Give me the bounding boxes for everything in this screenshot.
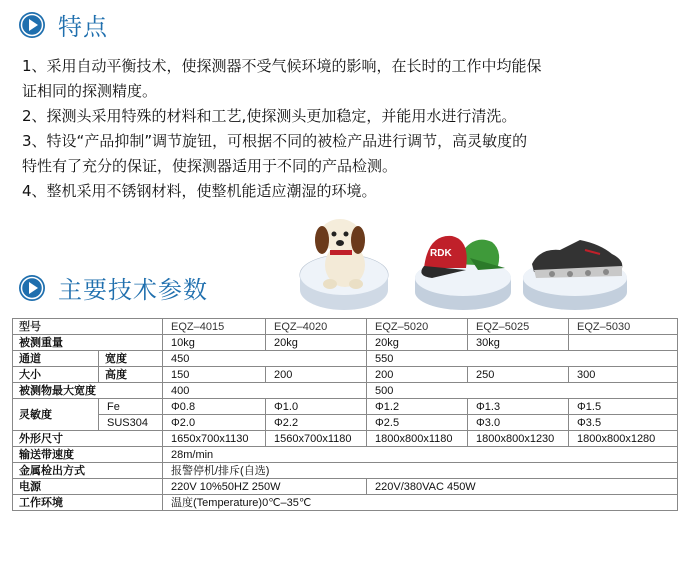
table-cell bbox=[569, 335, 678, 351]
feature-item: 1、采用自动平衡技术，使探测器不受气候环境的影响，在长时的工作中均能保 证相同的探测精度。 bbox=[22, 57, 542, 100]
features-heading bbox=[18, 7, 108, 42]
row-sublabel: 高度 bbox=[99, 367, 163, 383]
table-cell: 220V/380VAC 450W bbox=[367, 479, 678, 495]
table-row-reject bbox=[13, 463, 678, 479]
table-cell: Φ1.0 bbox=[266, 399, 367, 415]
spec-table bbox=[12, 318, 678, 511]
row-label: 外形尺寸 bbox=[13, 431, 163, 447]
table-cell: 20kg bbox=[367, 335, 468, 351]
table-cell: 500 bbox=[367, 383, 678, 399]
table-cell: Φ0.8 bbox=[163, 399, 266, 415]
table-row-belt-speed bbox=[13, 447, 678, 463]
table-cell: 200 bbox=[367, 367, 468, 383]
table-cell: EQZ–5025 bbox=[468, 319, 569, 335]
table-cell: 10kg bbox=[163, 335, 266, 351]
row-sublabel: SUS304 bbox=[99, 415, 163, 431]
table-cell: EQZ–5020 bbox=[367, 319, 468, 335]
table-cell: EQZ–5030 bbox=[569, 319, 678, 335]
table-cell: 1800x800x1180 bbox=[367, 431, 468, 447]
table-cell: 20kg bbox=[266, 335, 367, 351]
shoe-image bbox=[532, 240, 622, 278]
row-label: 工作环境 bbox=[13, 495, 163, 511]
specs-title: 主要技术参数 bbox=[58, 276, 208, 304]
table-row-height bbox=[13, 367, 678, 383]
table-row-weight bbox=[13, 335, 678, 351]
table-row-environment bbox=[13, 495, 678, 511]
table-row-sus bbox=[13, 415, 678, 431]
table-row-dimensions bbox=[13, 431, 678, 447]
table-cell: 28m/min bbox=[163, 447, 678, 463]
row-sublabel: 宽度 bbox=[99, 351, 163, 367]
row-label: 金属检出方式 bbox=[13, 463, 163, 479]
table-cell: Φ2.5 bbox=[367, 415, 468, 431]
row-label: 大小 bbox=[13, 367, 99, 383]
table-cell: Φ2.2 bbox=[266, 415, 367, 431]
row-label: 被测重量 bbox=[13, 335, 163, 351]
table-cell: Φ2.0 bbox=[163, 415, 266, 431]
feature-item: 2、探测头采用特殊的材料和工艺,使探测头更加稳定，并能用水进行清洗。 bbox=[22, 107, 517, 125]
table-cell: Φ1.5 bbox=[569, 399, 678, 415]
feature-item: 3、特设“产品抑制”调节旋钮，可根据不同的被检产品进行调节，高灵敏度的 特性有了充分的保证，使探测器适用于不同的产品检测。 bbox=[22, 132, 528, 175]
table-cell: 450 bbox=[163, 351, 367, 367]
row-sublabel: Fe bbox=[99, 399, 163, 415]
feature-item: 4、整机采用不锈钢材料，使整机能适应潮湿的环境。 bbox=[22, 182, 377, 200]
features-title: 特点 bbox=[58, 13, 108, 41]
specs-heading bbox=[18, 270, 208, 305]
table-cell: 400 bbox=[163, 383, 367, 399]
table-cell: 200 bbox=[266, 367, 367, 383]
table-cell: Φ3.0 bbox=[468, 415, 569, 431]
row-label: 通道 bbox=[13, 351, 99, 367]
row-label: 型号 bbox=[13, 319, 163, 335]
table-cell: 1650x700x1130 bbox=[163, 431, 266, 447]
row-label: 电源 bbox=[13, 479, 163, 495]
table-cell: EQZ–4015 bbox=[163, 319, 266, 335]
table-cell: 250 bbox=[468, 367, 569, 383]
table-cell: 550 bbox=[367, 351, 678, 367]
table-cell: 220V 10%50HZ 250W bbox=[163, 479, 367, 495]
features-list bbox=[22, 54, 622, 204]
table-cell: 1560x700x1180 bbox=[266, 431, 367, 447]
play-circle-icon bbox=[18, 11, 46, 39]
table-row-power bbox=[13, 479, 678, 495]
table-row-fe bbox=[13, 399, 678, 415]
table-cell: EQZ–4020 bbox=[266, 319, 367, 335]
table-cell: Φ1.2 bbox=[367, 399, 468, 415]
table-cell: Φ1.3 bbox=[468, 399, 569, 415]
table-cell: Φ3.5 bbox=[569, 415, 678, 431]
table-cell: 温度(Temperature)0℃–35℃ bbox=[163, 495, 678, 511]
row-label: 被测物最大宽度 bbox=[13, 383, 163, 399]
table-cell: 1800x800x1230 bbox=[468, 431, 569, 447]
table-row-max-width bbox=[13, 383, 678, 399]
table-cell: 30kg bbox=[468, 335, 569, 351]
table-row-model bbox=[13, 319, 678, 335]
row-label: 灵敏度 bbox=[13, 399, 99, 431]
table-cell: 1800x800x1280 bbox=[569, 431, 678, 447]
table-row-channel bbox=[13, 351, 678, 367]
row-label: 输送带速度 bbox=[13, 447, 163, 463]
play-circle-icon bbox=[18, 274, 46, 302]
table-cell: 150 bbox=[163, 367, 266, 383]
table-cell: 300 bbox=[569, 367, 678, 383]
table-cell: 报警停机/排斥(自选) bbox=[163, 463, 678, 479]
cap-logo-text: RDK bbox=[430, 248, 452, 259]
